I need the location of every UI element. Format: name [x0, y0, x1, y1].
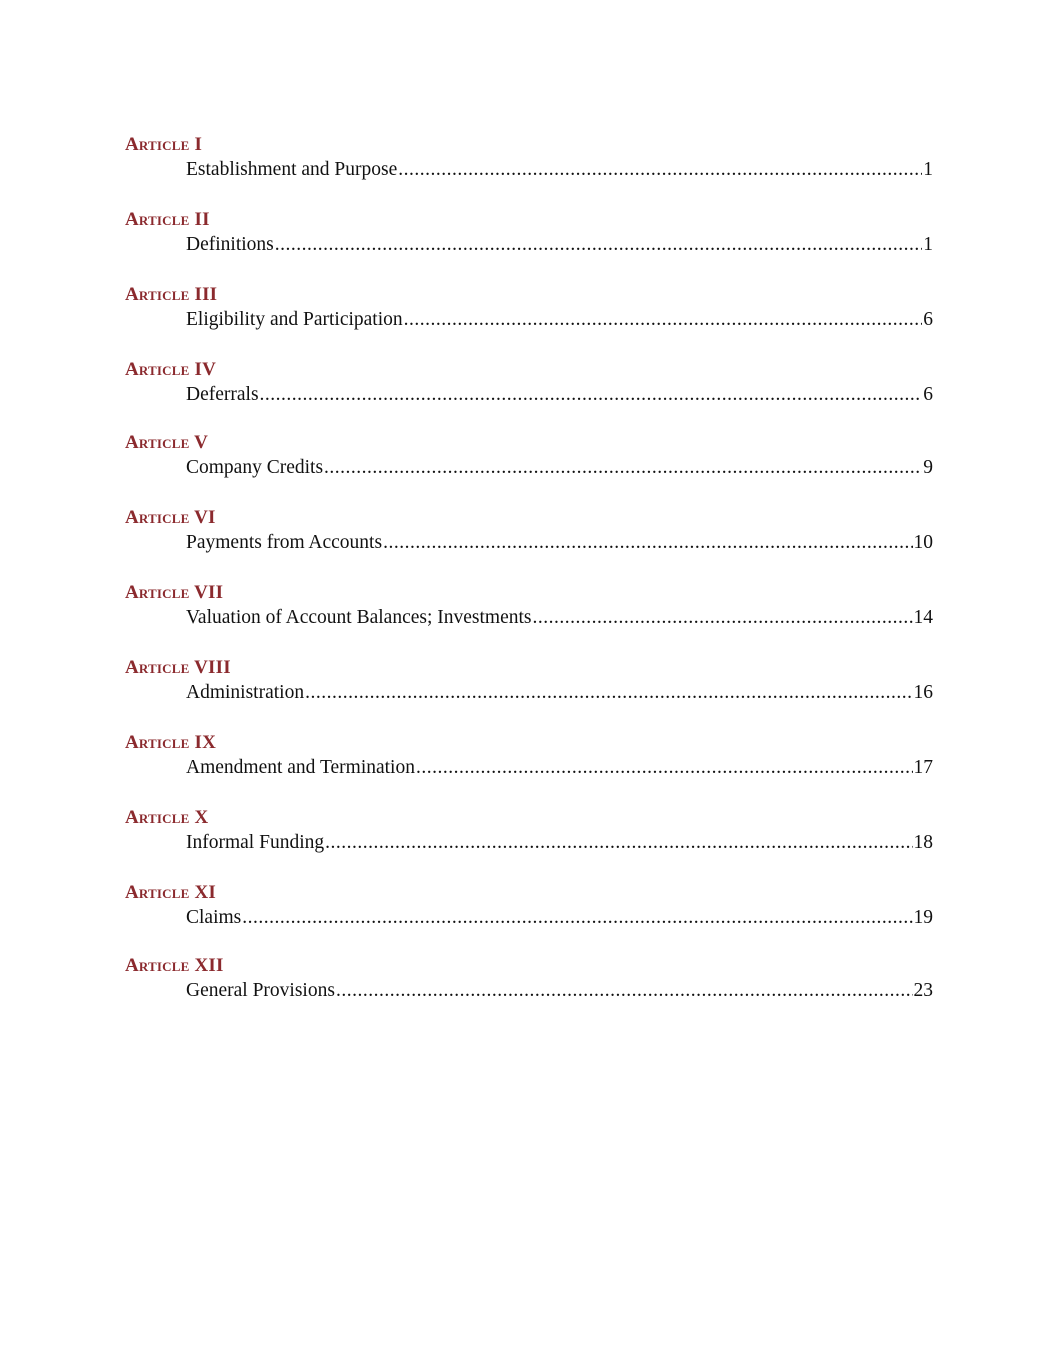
toc-page-number[interactable]: 19	[913, 907, 933, 928]
dot-leader	[242, 905, 912, 931]
article-numeral: III	[194, 284, 218, 305]
toc-entry	[125, 208, 933, 283]
toc-page-number[interactable]: 1	[923, 234, 933, 255]
toc-page-number[interactable]: 9	[923, 457, 933, 478]
dot-leader	[533, 605, 913, 631]
toc-title[interactable]: Amendment and Termination	[186, 757, 415, 778]
toc-page-number[interactable]: 23	[913, 980, 933, 1001]
toc-title[interactable]: Payments from Accounts	[186, 532, 383, 553]
toc-title[interactable]: Administration	[186, 682, 305, 703]
toc-line[interactable]	[186, 680, 933, 706]
toc-page-number[interactable]: 10	[913, 532, 933, 553]
article-label: Article	[125, 955, 190, 976]
article-heading	[125, 431, 933, 455]
toc-page-number[interactable]: 18	[913, 832, 933, 853]
article-heading	[125, 954, 933, 978]
toc-line[interactable]	[186, 530, 933, 556]
dot-leader	[383, 530, 912, 556]
toc-page-number[interactable]: 6	[923, 309, 933, 330]
toc-page-number[interactable]: 14	[913, 607, 933, 628]
article-heading	[125, 133, 933, 157]
toc-line[interactable]	[186, 830, 933, 856]
dot-leader	[336, 978, 913, 1004]
dot-leader	[260, 382, 923, 408]
toc-entry	[125, 731, 933, 806]
article-numeral: XI	[194, 882, 216, 903]
toc-line[interactable]	[186, 307, 933, 333]
toc-line[interactable]	[186, 232, 933, 258]
toc-title[interactable]: Definitions	[186, 234, 274, 255]
toc-entry	[125, 881, 933, 954]
toc-line[interactable]	[186, 755, 933, 781]
article-label: Article	[125, 582, 190, 603]
article-numeral: IX	[194, 732, 216, 753]
article-numeral: VI	[194, 507, 216, 528]
toc-line[interactable]	[186, 605, 933, 631]
toc-entry	[125, 358, 933, 431]
toc-line[interactable]	[186, 978, 933, 1004]
article-heading	[125, 656, 933, 680]
toc-page-number[interactable]: 16	[913, 682, 933, 703]
toc-entry	[125, 506, 933, 581]
article-numeral: IV	[194, 359, 216, 380]
article-label: Article	[125, 807, 190, 828]
toc-title[interactable]: General Provisions	[186, 980, 335, 1001]
article-label: Article	[125, 507, 190, 528]
dot-leader	[324, 455, 922, 481]
article-numeral: VIII	[194, 657, 231, 678]
article-label: Article	[125, 432, 190, 453]
article-heading	[125, 358, 933, 382]
article-heading	[125, 208, 933, 232]
article-label: Article	[125, 134, 190, 155]
article-label: Article	[125, 732, 190, 753]
article-label: Article	[125, 657, 190, 678]
dot-leader	[404, 307, 923, 333]
toc-line[interactable]	[186, 382, 933, 408]
dot-leader	[398, 157, 922, 183]
toc-line[interactable]	[186, 157, 933, 183]
article-numeral: VII	[194, 582, 224, 603]
toc-title[interactable]: Establishment and Purpose	[186, 159, 398, 180]
article-numeral: X	[194, 807, 209, 828]
toc-entry	[125, 133, 933, 208]
article-numeral: I	[194, 134, 203, 155]
toc-page-number[interactable]: 17	[913, 757, 933, 778]
toc-title[interactable]: Deferrals	[186, 384, 259, 405]
toc-title[interactable]: Claims	[186, 907, 242, 928]
article-heading	[125, 506, 933, 530]
toc-title[interactable]: Informal Funding	[186, 832, 325, 853]
article-label: Article	[125, 284, 190, 305]
toc-title[interactable]: Valuation of Account Balances; Investments	[186, 607, 532, 628]
toc-entry	[125, 954, 933, 1029]
toc-line[interactable]	[186, 455, 933, 481]
toc-line[interactable]	[186, 905, 933, 931]
article-numeral: II	[194, 209, 210, 230]
toc-title[interactable]: Company Credits	[186, 457, 324, 478]
article-heading	[125, 731, 933, 755]
toc-entry	[125, 283, 933, 358]
article-numeral: V	[194, 432, 209, 453]
toc-entry	[125, 806, 933, 881]
dot-leader	[275, 232, 923, 258]
article-heading	[125, 283, 933, 307]
dot-leader	[325, 830, 912, 856]
table-of-contents	[125, 133, 933, 1029]
article-label: Article	[125, 882, 190, 903]
article-heading	[125, 581, 933, 605]
article-heading	[125, 881, 933, 905]
toc-title[interactable]: Eligibility and Participation	[186, 309, 403, 330]
toc-page-number[interactable]: 6	[923, 384, 933, 405]
article-label: Article	[125, 359, 190, 380]
toc-entry	[125, 656, 933, 731]
toc-entry	[125, 431, 933, 506]
article-label: Article	[125, 209, 190, 230]
toc-page-number[interactable]: 1	[923, 159, 933, 180]
dot-leader	[416, 755, 913, 781]
article-heading	[125, 806, 933, 830]
article-numeral: XII	[194, 955, 224, 976]
toc-entry	[125, 581, 933, 656]
dot-leader	[305, 680, 912, 706]
